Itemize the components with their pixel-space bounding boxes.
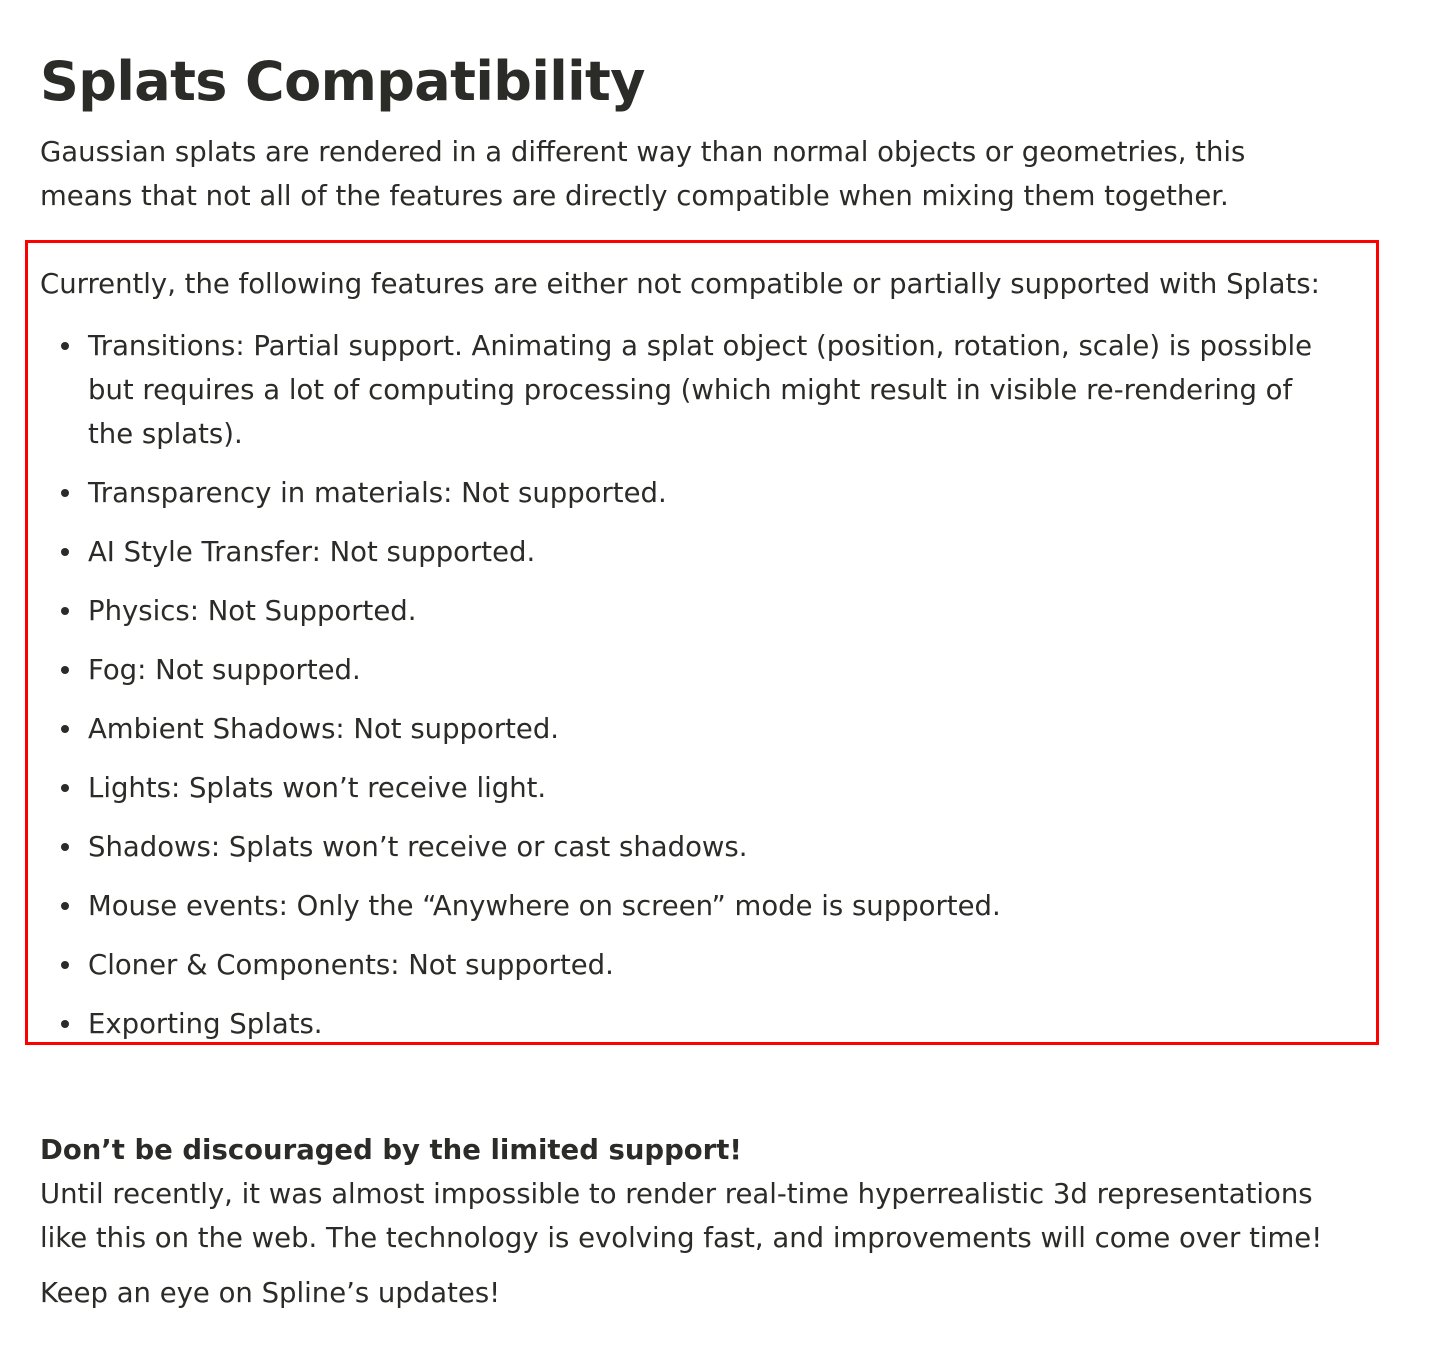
list-item-text: Mouse events: Only the “Anywhere on screen” mode is supported. [88, 890, 1001, 922]
list-item-text: Transitions: Partial support. Animating a splat object (position, rotation, scale) is possible but requires a lot of computing processing (which might result in visible re-rendering of the splats). [88, 330, 1313, 450]
bullet-icon [61, 902, 69, 910]
list-item [40, 766, 1340, 810]
intro-paragraph: Gaussian splats are rendered in a different way than normal objects or geometries, this means that not all of the features are directly compatible when mixing them together. [40, 136, 1246, 212]
bullet-icon [61, 1020, 69, 1028]
bullet-icon [61, 961, 69, 969]
bullet-icon [61, 666, 69, 674]
list-item-text: AI Style Transfer: Not supported. [88, 536, 536, 568]
list-item [40, 825, 1340, 869]
bullet-icon [61, 548, 69, 556]
list-item [40, 1002, 1340, 1046]
list-item-text: Lights: Splats won’t receive light. [88, 772, 547, 804]
list-item [40, 589, 1340, 633]
list-item-text: Shadows: Splats won’t receive or cast shadows. [88, 831, 748, 863]
feature-list [40, 324, 1340, 1061]
list-item [40, 648, 1340, 692]
bullet-icon [61, 342, 69, 350]
closing-heading: Don’t be discouraged by the limited support! [40, 1134, 742, 1166]
list-item [40, 943, 1340, 987]
list-item-text: Exporting Splats. [88, 1008, 323, 1040]
bullet-icon [61, 725, 69, 733]
list-item [40, 324, 1340, 456]
list-item [40, 884, 1340, 928]
compatibility-lead: Currently, the following features are either not compatible or partially supported with Splats: [40, 268, 1320, 300]
list-item-text: Fog: Not supported. [88, 654, 361, 686]
list-item-text: Transparency in materials: Not supported. [88, 477, 667, 509]
list-item [40, 471, 1340, 515]
list-item [40, 530, 1340, 574]
list-item-text: Physics: Not Supported. [88, 595, 417, 627]
list-item [40, 707, 1340, 751]
bullet-icon [61, 784, 69, 792]
closing-footer: Keep an eye on Spline’s updates! [40, 1277, 501, 1309]
bullet-icon [61, 607, 69, 615]
bullet-icon [61, 489, 69, 497]
list-item-text: Cloner & Components: Not supported. [88, 949, 614, 981]
closing-paragraph: Until recently, it was almost impossible to render real-time hyperrealistic 3d representations like this on the web. The technology is evolving fast, and improvements will come over time! [40, 1178, 1323, 1254]
page-title: Splats Compatibility [40, 50, 645, 113]
bullet-icon [61, 843, 69, 851]
list-item-text: Ambient Shadows: Not supported. [88, 713, 560, 745]
